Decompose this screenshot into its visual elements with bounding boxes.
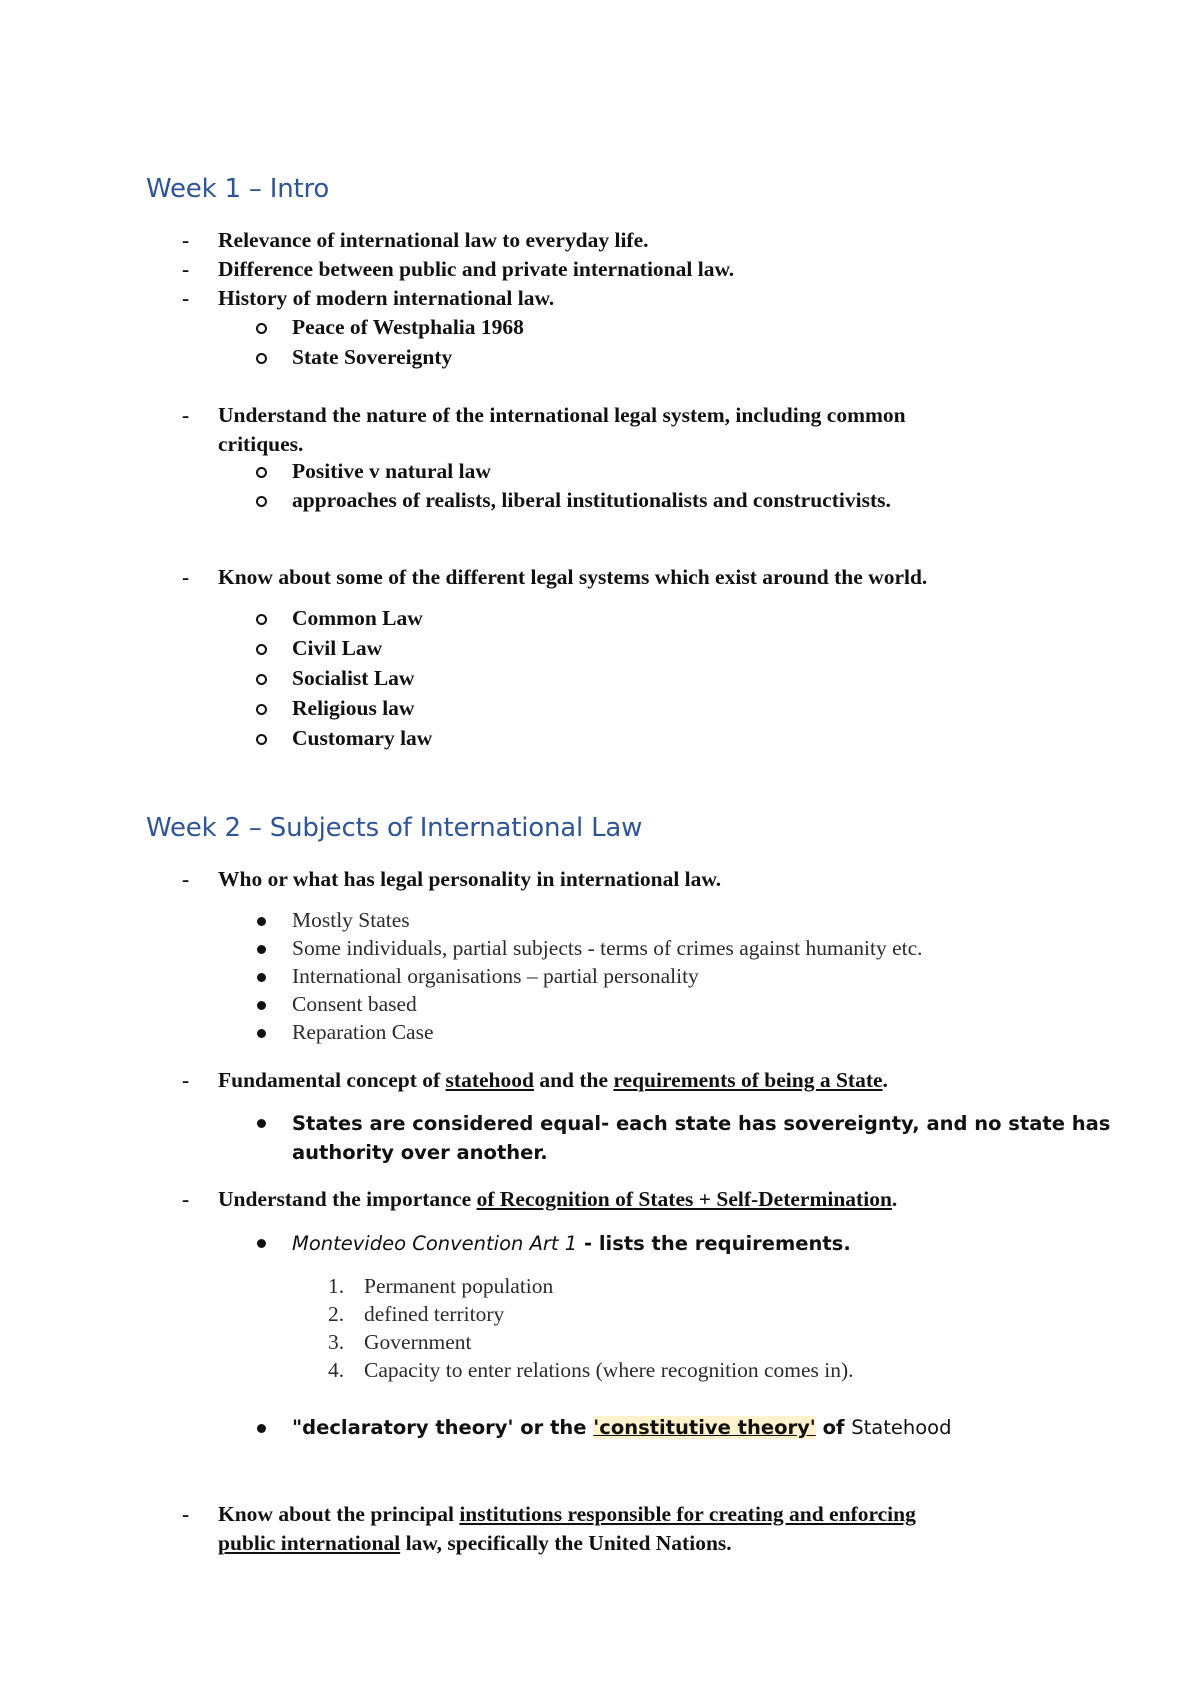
- theory-text: of: [815, 1416, 852, 1439]
- dash-bullet: -: [182, 257, 190, 281]
- recognition-text: Understand the importance: [218, 1187, 477, 1211]
- institutions-link: institutions responsible for creating and enforcing: [459, 1502, 916, 1526]
- circle-bullet-icon: [256, 496, 267, 507]
- circle-bullet-icon: [256, 734, 267, 745]
- equality-bullet-continued: authority over another.: [292, 1141, 548, 1164]
- public-international-link: public international: [218, 1531, 401, 1555]
- week1-subitem: Peace of Westphalia 1968: [292, 315, 524, 339]
- week1-heading: Week 1 – Intro: [146, 174, 330, 204]
- requirement-item: Permanent population: [364, 1274, 554, 1298]
- disc-bullet-icon: [257, 1239, 266, 1248]
- requirement-number: 1.: [328, 1274, 345, 1298]
- disc-bullet-icon: [257, 1029, 266, 1038]
- week1-subitem: approaches of realists, liberal institutionalists and constructivists.: [292, 488, 891, 512]
- week1-item: Relevance of international law to everyday life.: [218, 228, 649, 252]
- personality-bullet: Reparation Case: [292, 1020, 434, 1044]
- statehood-text: Fundamental concept of: [218, 1068, 446, 1092]
- requirement-number: 3.: [328, 1330, 345, 1354]
- legal-system-item: Common Law: [292, 606, 423, 630]
- statehood-item: [218, 1066, 888, 1095]
- institutions-item-continued: [218, 1529, 732, 1558]
- montevideo-bullet: [292, 1229, 851, 1258]
- dash-bullet: -: [182, 403, 190, 427]
- disc-bullet-icon: [257, 973, 266, 982]
- circle-bullet-icon: [256, 704, 267, 715]
- montevideo-title: Montevideo Convention Art 1: [292, 1232, 578, 1255]
- dash-bullet: -: [182, 286, 190, 310]
- disc-bullet-icon: [257, 1119, 266, 1128]
- personality-bullet: Consent based: [292, 992, 417, 1016]
- recognition-link: of Recognition of States + Self-Determination: [476, 1187, 892, 1211]
- recognition-item: [218, 1185, 897, 1214]
- personality-bullet: Mostly States: [292, 908, 410, 932]
- legal-system-item: Customary law: [292, 726, 433, 750]
- week1-item: History of modern international law.: [218, 286, 555, 310]
- personality-item: Who or what has legal personality in international law.: [218, 867, 722, 891]
- statehood-link: statehood: [445, 1068, 534, 1092]
- requirement-item: Government: [364, 1330, 472, 1354]
- dash-bullet: -: [182, 867, 190, 891]
- circle-bullet-icon: [256, 614, 267, 625]
- legal-system-item: Socialist Law: [292, 666, 415, 690]
- circle-bullet-icon: [256, 674, 267, 685]
- dash-bullet: -: [182, 565, 190, 589]
- circle-bullet-icon: [256, 323, 267, 334]
- theory-text: "declaratory theory' or the: [292, 1416, 594, 1439]
- legal-system-item: Religious law: [292, 696, 415, 720]
- disc-bullet-icon: [257, 917, 266, 926]
- statehood-text: .: [882, 1068, 888, 1092]
- week1-item: Understand the nature of the international legal system, including common: [218, 403, 906, 427]
- requirement-number: 2.: [328, 1302, 345, 1326]
- institutions-text: Know about the principal: [218, 1502, 460, 1526]
- circle-bullet-icon: [256, 644, 267, 655]
- dash-bullet: -: [182, 1502, 190, 1526]
- equality-bullet: States are considered equal- each state has sovereignty, and no state has: [292, 1112, 1111, 1135]
- personality-bullet: International organisations – partial personality: [292, 964, 699, 988]
- disc-bullet-icon: [257, 945, 266, 954]
- circle-bullet-icon: [256, 353, 267, 364]
- montevideo-text: - lists the requirements.: [577, 1232, 851, 1255]
- institutions-item: [218, 1500, 916, 1529]
- legal-system-item: Civil Law: [292, 636, 383, 660]
- disc-bullet-icon: [257, 1001, 266, 1010]
- week1-item-continued: critiques.: [218, 432, 304, 456]
- week1-item: Know about some of the different legal systems which exist around the world.: [218, 565, 928, 589]
- requirement-item: Capacity to enter relations (where recognition comes in).: [364, 1358, 854, 1382]
- circle-bullet-icon: [256, 467, 267, 478]
- recognition-text: .: [891, 1187, 898, 1211]
- dash-bullet: -: [182, 228, 190, 252]
- personality-bullet: Some individuals, partial subjects - terms of crimes against humanity etc.: [292, 936, 923, 960]
- week1-subitem: Positive v natural law: [292, 459, 491, 483]
- week2-heading: Week 2 – Subjects of International Law: [146, 813, 643, 843]
- week1-subitem: State Sovereignty: [292, 345, 453, 369]
- requirement-number: 4.: [328, 1358, 345, 1382]
- disc-bullet-icon: [257, 1424, 266, 1433]
- theory-text: Statehood: [851, 1416, 952, 1439]
- dash-bullet: -: [182, 1187, 190, 1211]
- week1-item: Difference between public and private international law.: [218, 257, 735, 281]
- requirements-link: requirements of being a State: [613, 1068, 883, 1092]
- requirement-item: defined territory: [364, 1302, 505, 1326]
- institutions-text: law, specifically the United Nations.: [400, 1531, 732, 1555]
- constitutive-theory-highlight: 'constitutive theory': [593, 1416, 816, 1439]
- statehood-text: and the: [533, 1068, 614, 1092]
- dash-bullet: -: [182, 1068, 190, 1092]
- theory-bullet: [292, 1413, 951, 1442]
